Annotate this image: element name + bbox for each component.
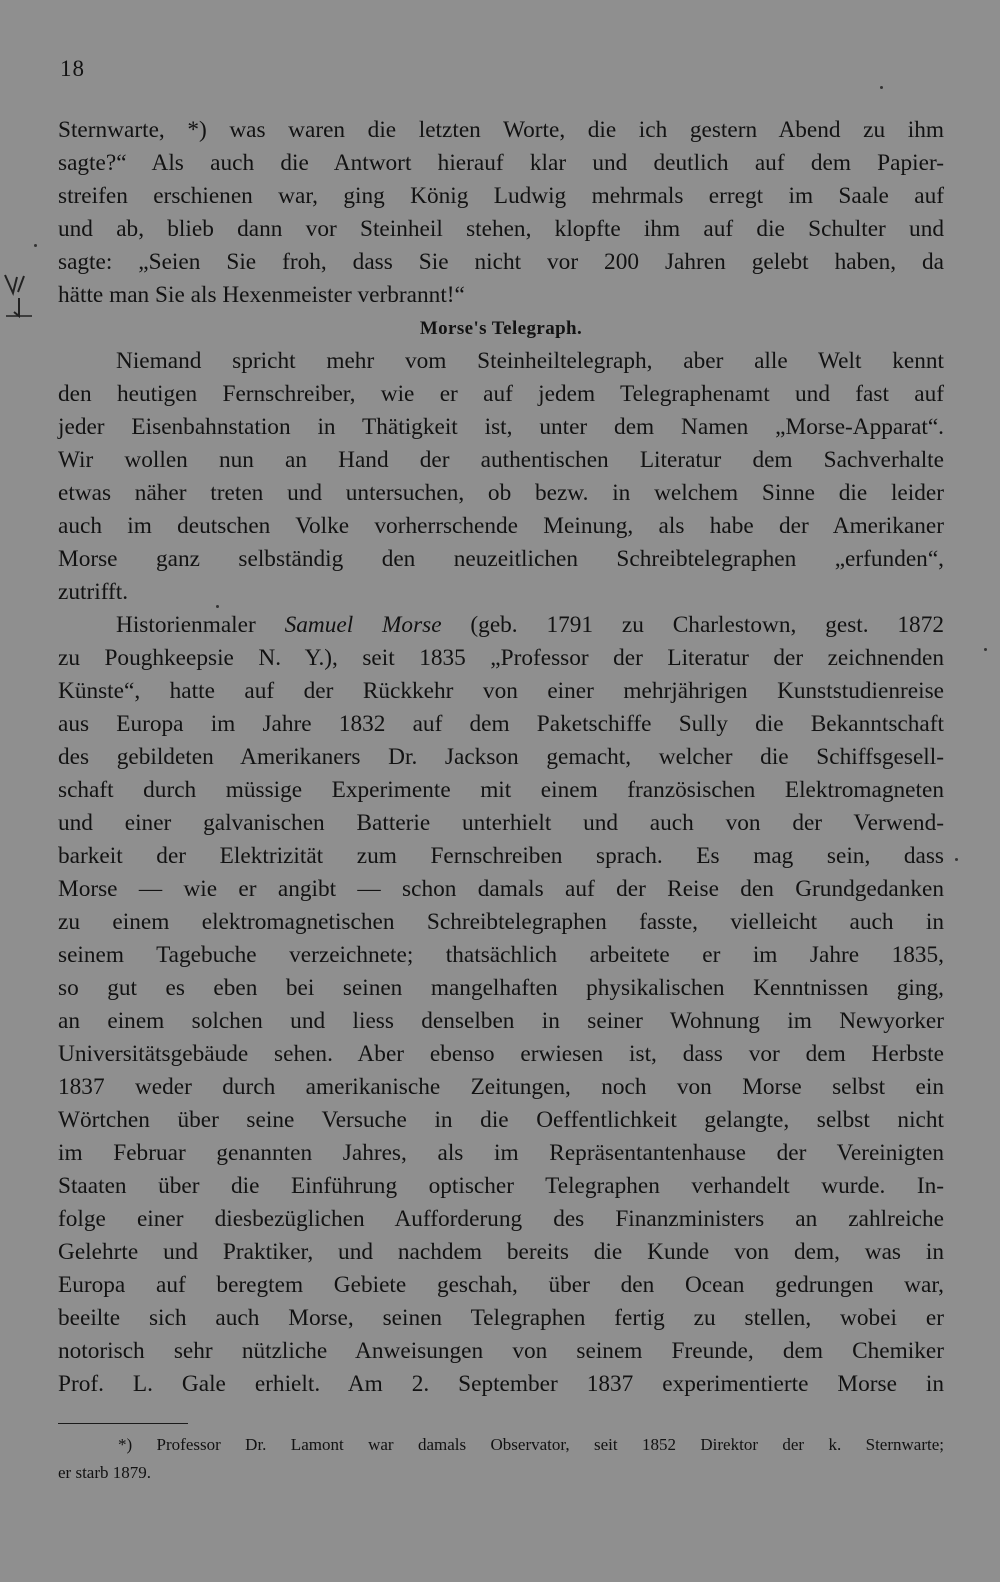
line-text: Historienmaler — [116, 612, 285, 638]
body-line: zu einem elektromagnetischen Schreibtelegraphen fasste, vielleicht auch in — [58, 909, 944, 935]
margin-mark — [2, 272, 36, 320]
person-name: Samuel Morse — [284, 612, 442, 638]
speck — [984, 648, 987, 651]
body-line: Gelehrte und Praktiker, und nachdem bereits die Kunde von dem, was in — [58, 1239, 944, 1265]
section-heading: Morse's Telegraph. — [419, 318, 583, 339]
body-line: Wir wollen nun an Hand der authentischen Literatur dem Sachverhalte — [58, 447, 944, 473]
body-line: schaft durch müssige Experimente mit einem französischen Elektromagneten — [58, 777, 944, 803]
body-line: Europa auf beregtem Gebiete geschah, über den Ocean gedrungen war, — [58, 1272, 944, 1298]
body-line: aus Europa im Jahre 1832 auf dem Paketschiffe Sully die Bekanntschaft — [58, 711, 944, 737]
body-line: notorisch sehr nützliche Anweisungen von seinem Freunde, dem Chemiker — [58, 1338, 944, 1364]
body-line: barkeit der Elektrizität zum Fernschreiben sprach. Es mag sein, dass — [58, 843, 944, 869]
body-line: Wörtchen über seine Versuche in die Oeffentlichkeit gelangte, selbst nicht — [58, 1107, 944, 1133]
body-line: Sternwarte, *) was waren die letzten Worte, die ich gestern Abend zu ihm — [58, 117, 944, 143]
speck — [216, 605, 219, 608]
body-line: seinem Tagebuche verzeichnete; thatsächlich arbeitete er im Jahre 1835, — [58, 942, 944, 968]
body-line: Staaten über die Einführung optischer Telegraphen verhandelt wurde. In- — [58, 1173, 944, 1199]
body-line: Universitätsgebäude sehen. Aber ebenso erwiesen ist, dass vor dem Herbste — [58, 1041, 944, 1067]
body-line: auch im deutschen Volke vorherrschende Meinung, als habe der Amerikaner — [58, 513, 944, 539]
body-line: Niemand spricht mehr vom Steinheiltelegraph, aber alle Welt kennt — [116, 348, 944, 374]
footnote-rule — [58, 1423, 188, 1424]
footnote-line: er starb 1879. — [58, 1463, 152, 1482]
body-line: etwas näher treten und untersuchen, ob bezw. in welchem Sinne die leider — [58, 480, 944, 506]
body-line: des gebildeten Amerikaners Dr. Jackson gemacht, welcher die Schiffsgesell- — [58, 744, 944, 770]
body-line: Künste“, hatte auf der Rückkehr von einer mehrjährigen Kunststudienreise — [58, 678, 944, 704]
body-line: und ab, blieb dann vor Steinheil stehen, klopfte ihm auf die Schulter und — [58, 216, 944, 242]
footnote — [58, 1431, 944, 1487]
body-line: 1837 weder durch amerikanische Zeitungen, noch von Morse selbst ein — [58, 1074, 944, 1100]
body-line: im Februar genannten Jahres, als im Repräsentantenhause der Vereinigten — [58, 1140, 944, 1166]
speck — [955, 858, 958, 861]
speck — [880, 86, 883, 89]
body-line: so gut es eben bei seinen mangelhaften physikalischen Kenntnissen ging, — [58, 975, 944, 1001]
body-line — [58, 609, 944, 642]
footnote-line: *) Professor Dr. Lamont war damals Observator, seit 1852 Direktor der k. Sternwarte; — [118, 1435, 944, 1454]
body-line: den heutigen Fernschreiber, wie er auf jedem Telegraphenamt und fast auf — [58, 381, 944, 407]
body-line: Morse ganz selbständig den neuzeitlichen Schreibtelegraphen „erfunden“, — [58, 546, 944, 572]
line-text: (geb. 1791 zu Charlestown, gest. 1872 — [441, 612, 945, 638]
body-line: Morse — wie er angibt — schon damals auf der Reise den Grundgedanken — [58, 876, 944, 902]
body-line: hätte man Sie als Hexenmeister verbrannt!“ — [58, 282, 465, 308]
body-line: sagte: „Seien Sie froh, dass Sie nicht vor 200 Jahren gelebt haben, da — [58, 249, 944, 275]
text-block — [58, 114, 944, 1401]
speck — [34, 244, 37, 247]
body-line: jeder Eisenbahnstation in Thätigkeit ist, unter dem Namen „Morse-Apparat“. — [58, 414, 944, 440]
body-line: und einer galvanischen Batterie unterhielt und auch von der Verwend- — [58, 810, 944, 836]
body-line: zutrifft. — [58, 579, 129, 605]
body-line: sagte?“ Als auch die Antwort hierauf klar und deutlich auf dem Papier- — [58, 150, 944, 176]
body-line: Prof. L. Gale erhielt. Am 2. September 1837 experimentierte Morse in — [58, 1371, 944, 1397]
body-line: streifen erschienen war, ging König Ludwig mehrmals erregt im Saale auf — [58, 183, 944, 209]
body-line: beeilte sich auch Morse, seinen Telegraphen fertig zu stellen, wobei er — [58, 1305, 944, 1331]
page-number: 18 — [60, 56, 85, 81]
body-line: zu Poughkeepsie N. Y.), seit 1835 „Professor der Literatur der zeichnenden — [58, 645, 944, 671]
body-line: folge einer diesbezüglichen Aufforderung des Finanzministers an zahlreiche — [58, 1206, 944, 1232]
body-line: an einem solchen und liess denselben in seiner Wohnung im Newyorker — [58, 1008, 944, 1034]
